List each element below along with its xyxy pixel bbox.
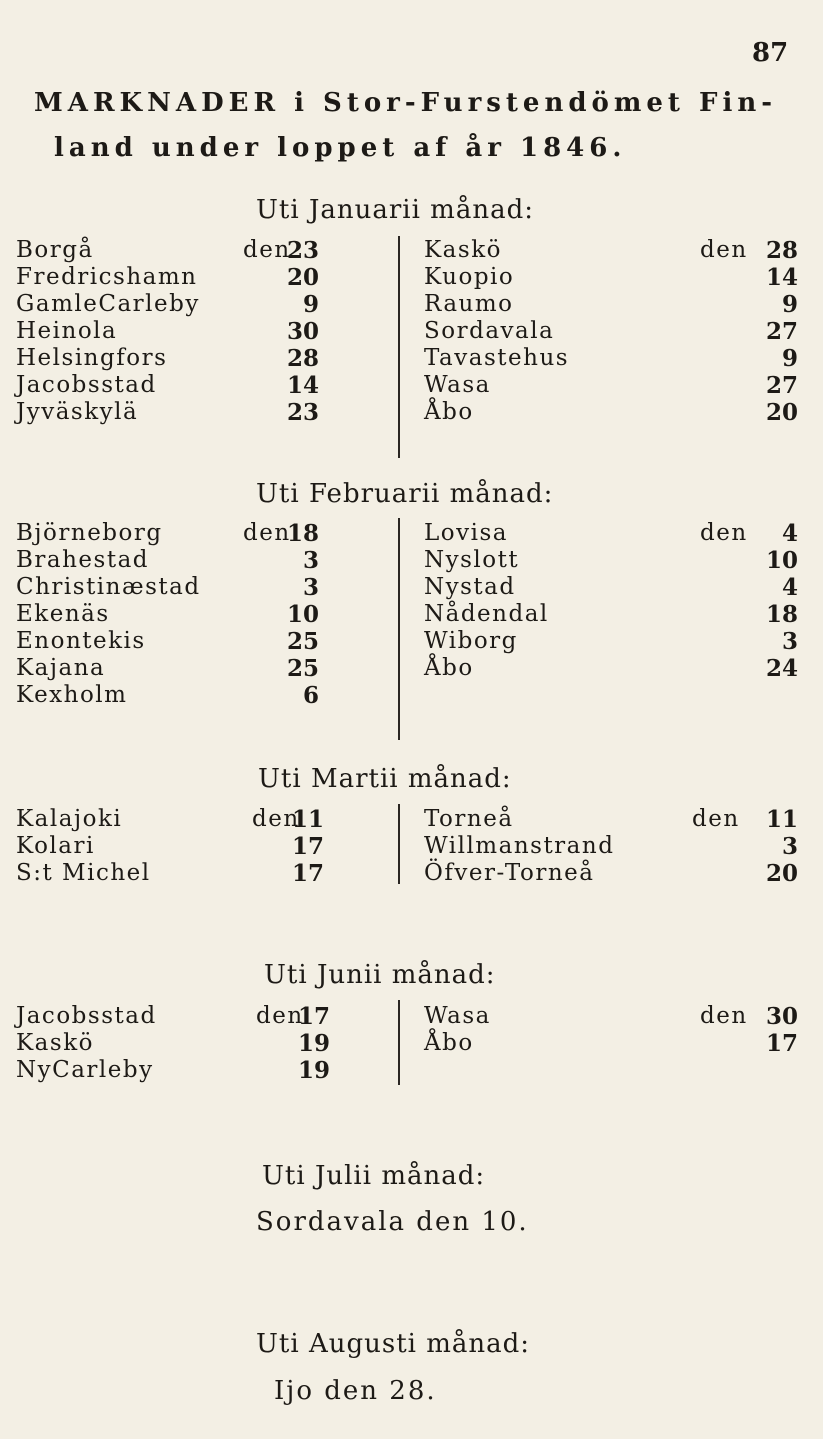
den-label: den <box>700 1003 748 1029</box>
den-label: den <box>243 520 291 546</box>
market-town: Wasa <box>424 372 491 398</box>
page-title-line-1: MARKNADER i Stor-Furstendömet Fin- <box>34 88 778 118</box>
market-town: Åbo <box>424 1030 474 1056</box>
market-day: 20 <box>765 399 798 426</box>
column-divider <box>398 236 400 458</box>
august-market-entry: Ijo den 28. <box>274 1376 437 1406</box>
market-town: NyCarleby <box>16 1057 154 1083</box>
market-day: 11 <box>765 806 798 833</box>
column-divider <box>398 1000 400 1085</box>
market-day: 10 <box>286 601 319 628</box>
market-town: Ekenäs <box>16 601 110 627</box>
market-town: Borgå <box>16 237 94 263</box>
den-label: den <box>256 1003 304 1029</box>
market-town: Helsingfors <box>16 345 168 371</box>
market-town: Fredricshamn <box>16 264 198 290</box>
market-day: 25 <box>286 628 319 655</box>
market-town: Jyväskylä <box>16 399 139 425</box>
market-town: Nystad <box>424 574 516 600</box>
market-day: 9 <box>302 291 319 318</box>
market-town: Kaskö <box>424 237 502 263</box>
column-divider <box>398 518 400 740</box>
market-day: 9 <box>781 345 798 372</box>
market-town: Kajana <box>16 655 106 681</box>
market-day: 30 <box>765 1003 798 1030</box>
market-town: Raumo <box>424 291 514 317</box>
market-town: Jacobsstad <box>16 1003 157 1029</box>
market-town: Nyslott <box>424 547 520 573</box>
month-heading-february: Uti Februarii månad: <box>256 479 554 509</box>
market-day: 20 <box>286 264 319 291</box>
den-label: den <box>700 237 748 263</box>
den-label: den <box>243 237 291 263</box>
market-day: 27 <box>765 372 798 399</box>
market-town: Åbo <box>424 655 474 681</box>
market-day: 28 <box>765 237 798 264</box>
market-day: 30 <box>286 318 319 345</box>
market-day: 19 <box>297 1057 330 1084</box>
market-day: 17 <box>765 1030 798 1057</box>
market-day: 18 <box>286 520 319 547</box>
market-town: Brahestad <box>16 547 150 573</box>
market-day: 17 <box>291 833 324 860</box>
market-day: 17 <box>291 860 324 887</box>
market-day: 14 <box>286 372 319 399</box>
market-town: GamleCarleby <box>16 291 200 317</box>
market-day: 3 <box>781 833 798 860</box>
market-town: Jacobsstad <box>16 372 157 398</box>
month-heading-july: Uti Julii månad: <box>262 1161 486 1191</box>
month-heading-june: Uti Junii månad: <box>264 960 496 990</box>
market-day: 6 <box>302 682 319 709</box>
den-label: den <box>700 520 748 546</box>
market-town: Öfver-Torneå <box>424 860 595 886</box>
july-market-entry: Sordavala den 10. <box>256 1207 529 1237</box>
market-day: 4 <box>781 574 798 601</box>
market-town: Tavastehus <box>424 345 570 371</box>
market-day: 20 <box>765 860 798 887</box>
market-day: 9 <box>781 291 798 318</box>
market-town: Willmanstrand <box>424 833 615 859</box>
market-town: Wasa <box>424 1003 491 1029</box>
market-town: Kexholm <box>16 682 128 708</box>
month-heading-january: Uti Januarii månad: <box>256 195 534 225</box>
den-label: den <box>692 806 740 832</box>
den-label: den <box>252 806 300 832</box>
market-town: Heinola <box>16 318 118 344</box>
market-town: Björneborg <box>16 520 163 546</box>
market-day: 18 <box>765 601 798 628</box>
market-town: Enontekis <box>16 628 146 654</box>
market-day: 28 <box>286 345 319 372</box>
market-town: Kuopio <box>424 264 515 290</box>
market-day: 17 <box>297 1003 330 1030</box>
month-heading-august: Uti Augusti månad: <box>256 1329 531 1359</box>
page-title-line-2: land under loppet af år 1846. <box>54 133 627 163</box>
market-town: Kolari <box>16 833 95 859</box>
market-day: 25 <box>286 655 319 682</box>
market-day: 10 <box>765 547 798 574</box>
market-day: 23 <box>286 399 319 426</box>
market-day: 19 <box>297 1030 330 1057</box>
market-day: 3 <box>302 574 319 601</box>
column-divider <box>398 804 400 884</box>
month-heading-march: Uti Martii månad: <box>258 764 512 794</box>
market-day: 3 <box>302 547 319 574</box>
market-town: Nådendal <box>424 601 549 627</box>
market-day: 4 <box>781 520 798 547</box>
market-day: 11 <box>291 806 324 833</box>
market-town: Torneå <box>424 806 514 832</box>
market-day: 24 <box>765 655 798 682</box>
market-town: Lovisa <box>424 520 508 546</box>
market-town: Sordavala <box>424 318 555 344</box>
market-town: Kalajoki <box>16 806 123 832</box>
market-day: 23 <box>286 237 319 264</box>
market-town: Christinæstad <box>16 574 201 600</box>
market-day: 27 <box>765 318 798 345</box>
market-town: Wiborg <box>424 628 518 654</box>
market-day: 14 <box>765 264 798 291</box>
page-number: 87 <box>752 38 789 68</box>
market-town: Åbo <box>424 399 474 425</box>
market-day: 3 <box>781 628 798 655</box>
market-town: S:t Michel <box>16 860 151 886</box>
market-town: Kaskö <box>16 1030 94 1056</box>
